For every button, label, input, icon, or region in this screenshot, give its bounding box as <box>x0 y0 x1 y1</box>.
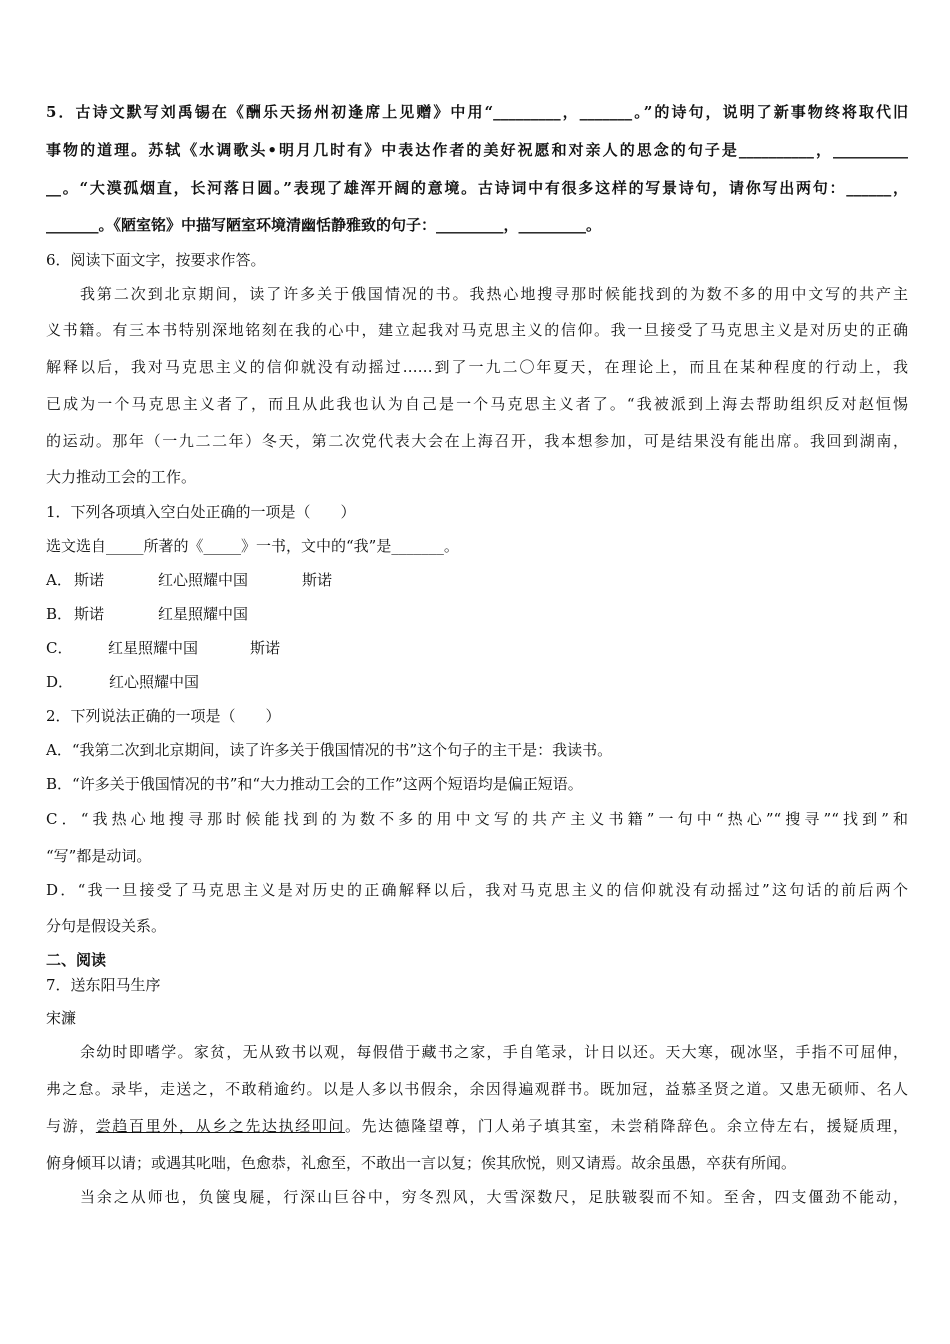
q6-sub2-option-d-cont: 分句是假设关系。 <box>46 917 167 935</box>
q7-p1-line-3 <box>46 1116 908 1136</box>
q6-title: 6．阅读下面文字，按要求作答。 <box>46 251 266 269</box>
option-d[interactable] <box>46 672 908 692</box>
option-b-part-1: 斯诺 <box>74 605 105 623</box>
option-d-part-2: 红心照耀中国 <box>109 673 200 691</box>
option-d-label: D． <box>46 673 74 691</box>
option-b-part-2: 红星照耀中国 <box>158 605 249 623</box>
option-b-label: B． <box>46 605 73 623</box>
q6-sub2-option-d[interactable]: D．“我一旦接受了马克思主义是对历史的正确解释以后，我对马克思主义的信仰就没有动摇过”这句话的前后两个 <box>46 881 908 899</box>
q7-underlined-sentence: 尝趋百里外，从乡之先达执经叩问 <box>95 1117 345 1135</box>
q5-line-2: 事物的道理。苏轼《水调歌头•明月几时有》中表达作者的美好祝愿和对亲人的思念的句子是__________，__________ <box>46 141 908 159</box>
q6-passage-line-6: 大力推动工会的工作。 <box>46 468 197 486</box>
q6-sub2-stem: 2．下列说法正确的一项是（ ） <box>46 707 281 725</box>
option-c-label: C． <box>46 639 73 657</box>
option-c-part-3: 斯诺 <box>250 639 281 657</box>
q6-sub2-option-c[interactable]: C．“我热心地搜寻那时候能找到的为数不多的用中文写的共产主义书籍”一句中“热心”“搜寻”“找到”和 <box>46 810 908 828</box>
q7-p1-line-3-pre: 与游， <box>46 1117 96 1135</box>
option-a-part-1: 斯诺 <box>74 571 105 589</box>
q6-sub2-option-b[interactable]: B．“许多关于俄国情况的书”和“大力推动工会的工作”这两个短语均是偏正短语。 <box>46 775 583 793</box>
q5-line-3: __。“大漠孤烟直，长河落日圆。”表现了雄浑开阔的意境。古诗词中有很多这样的写景诗句，请你写出两句：______， <box>46 179 908 197</box>
q6-sub2-option-a[interactable]: A．“我第二次到北京期间，读了许多关于俄国情况的书”这个句子的主干是：我读书。 <box>46 741 613 759</box>
q7-p1-line-4: 俯身倾耳以请；或遇其叱咄，色愈恭，礼愈至，不敢出一言以复；俟其欣悦，则又请焉。故余虽愚，卒获有所闻。 <box>46 1154 797 1172</box>
q7-author: 宋濂 <box>46 1009 77 1027</box>
q6-passage-line-5: 的运动。那年（一九二二年）冬天，第二次党代表大会在上海召开，我本想参加，可是结果没有能出席。我回到湖南， <box>46 432 908 450</box>
section-heading: 二、阅读 <box>46 951 107 969</box>
q6-sub1-blank-line: 选文选自_____所著的《_____》一书，文中的“我”是_______。 <box>46 537 459 555</box>
q6-passage-line-1: 我第二次到北京期间，读了许多关于俄国情况的书。我热心地搜寻那时候能找到的为数不多的用中文写的共产主 <box>80 285 908 303</box>
option-c[interactable] <box>46 638 908 658</box>
q7-p1-line-3-post: 。先达德隆望尊，门人弟子填其室，未尝稍降辞色。余立侍左右，援疑质理， <box>344 1117 908 1135</box>
q6-sub2-option-c-cont: “写”都是动词。 <box>46 847 152 865</box>
q7-p1-line-1: 余幼时即嗜学。家贫，无从致书以观，每假借于藏书之家，手自笔录，计日以还。天大寒，砚冰坚，手指不可屈伸， <box>80 1043 908 1061</box>
q6-passage-line-3: 解释以后，我对马克思主义的信仰就没有动摇过……到了一九二〇年夏天，在理论上，而且在某种程度的行动上，我 <box>46 358 908 376</box>
q7-p2-line-1: 当余之从师也，负箧曳屣，行深山巨谷中，穷冬烈风，大雪深数尺，足肤皲裂而不知。至舍，四支僵劲不能动， <box>80 1188 908 1206</box>
q7-title: 7．送东阳马生序 <box>46 976 161 994</box>
q6-sub1-stem: 1．下列各项填入空白处正确的一项是（ ） <box>46 503 356 521</box>
option-c-part-2: 红星照耀中国 <box>108 639 199 657</box>
option-a-part-2: 红心照耀中国 <box>158 571 249 589</box>
option-a[interactable] <box>46 570 908 590</box>
q5-line-1: 5．古诗文默写刘禹锡在《酬乐天扬州初逢席上见赠》中用“_________，_______。”的诗句，说明了新事物终将取代旧 <box>46 103 908 121</box>
q5-line-4: _______。《陋室铭》中描写陋室环境清幽恬静雅致的句子：_________，_________。 <box>46 216 602 234</box>
q6-passage-line-4: 已成为一个马克思主义者了，而且从此我也认为自己是一个马克思主义者了。“我被派到上海去帮助组织反对赵恒惕 <box>46 395 908 413</box>
q6-passage-line-2: 义书籍。有三本书特别深地铭刻在我的心中，建立起我对马克思主义的信仰。我一旦接受了马克思主义是对历史的正确 <box>46 321 908 339</box>
q7-p1-line-2: 弗之怠。录毕，走送之，不敢稍逾约。以是人多以书假余，余因得遍观群书。既加冠，益慕圣贤之道。又患无硕师、名人 <box>46 1080 908 1098</box>
option-b[interactable] <box>46 604 908 624</box>
option-a-label: A． <box>46 571 72 589</box>
option-a-part-3: 斯诺 <box>302 571 333 589</box>
